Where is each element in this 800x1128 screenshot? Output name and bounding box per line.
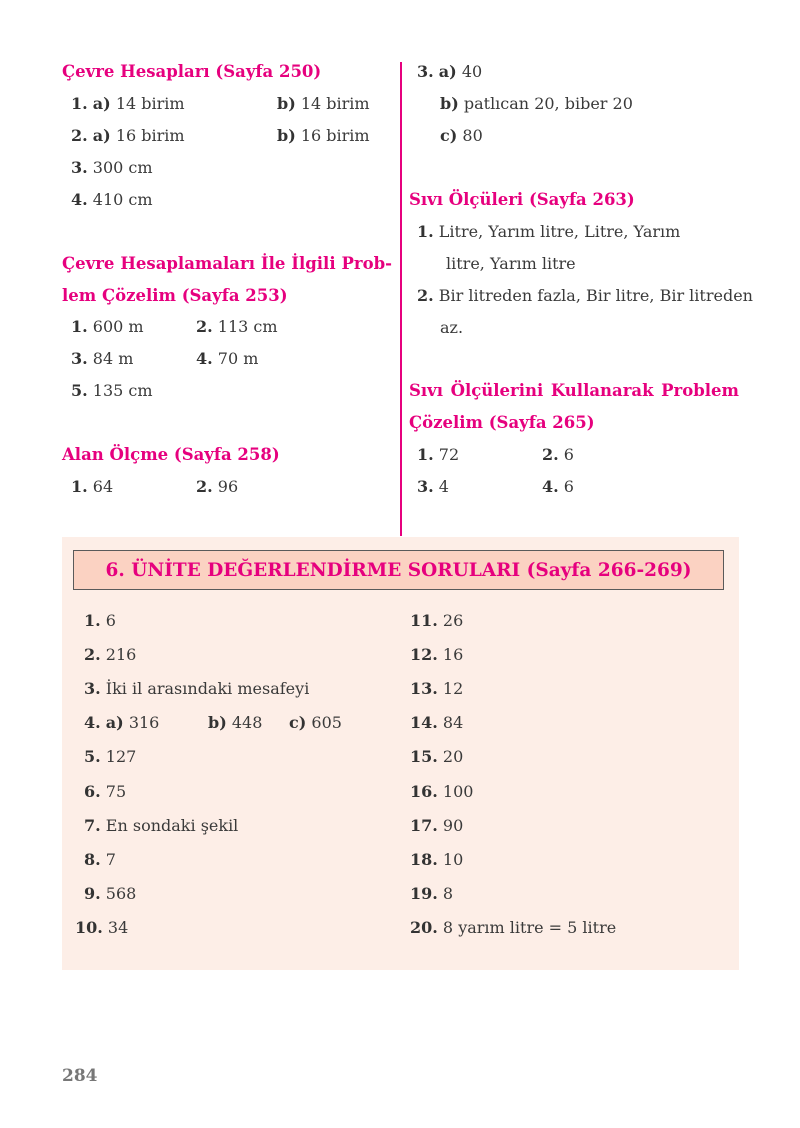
item-number: 2. bbox=[417, 286, 434, 305]
item-value: 10 bbox=[437, 850, 464, 869]
item-value: 605 bbox=[306, 713, 342, 732]
item-value: 16 birim bbox=[110, 126, 185, 145]
item-number: 1. bbox=[71, 317, 88, 336]
item-value: 600 m bbox=[87, 317, 144, 336]
item-value: 410 cm bbox=[87, 190, 153, 209]
answer-item bbox=[84, 884, 136, 903]
item-value: 8 yarım litre = 5 litre bbox=[437, 918, 617, 937]
answer-item bbox=[289, 713, 342, 732]
answer-item bbox=[84, 850, 116, 869]
item-value: 34 bbox=[102, 918, 129, 937]
answer-item bbox=[71, 317, 144, 336]
item-value: 6 bbox=[558, 477, 574, 496]
item-value: 127 bbox=[100, 747, 137, 766]
answer-item bbox=[84, 679, 309, 698]
item-number: 9. bbox=[84, 884, 101, 903]
item-value: 568 bbox=[100, 884, 137, 903]
item-number: 5. bbox=[84, 747, 101, 766]
item-number: 18. bbox=[410, 850, 438, 869]
answer-item bbox=[196, 317, 278, 336]
item-value: 12 bbox=[437, 679, 464, 698]
answer-item bbox=[71, 190, 153, 209]
answer-item bbox=[542, 477, 574, 496]
item-value: 100 bbox=[437, 782, 474, 801]
item-value: 16 birim bbox=[295, 126, 370, 145]
item-number: 6. bbox=[84, 782, 101, 801]
answer-item bbox=[417, 286, 753, 305]
item-number: 16. bbox=[410, 782, 438, 801]
item-value: İki il arasındaki mesafeyi bbox=[100, 679, 310, 698]
item-value: 14 birim bbox=[295, 94, 370, 113]
item-value: Bir litreden fazla, Bir litre, Bir litreden bbox=[433, 286, 753, 305]
item-value: 80 bbox=[457, 126, 483, 145]
item-part-label: a) bbox=[92, 94, 111, 113]
item-part-label: c) bbox=[440, 126, 458, 145]
item-value: 7 bbox=[100, 850, 116, 869]
item-number: 5. bbox=[71, 381, 88, 400]
answer-item bbox=[410, 850, 463, 869]
answer-item bbox=[71, 477, 113, 496]
item-value: 84 bbox=[437, 713, 464, 732]
item-number: 4. bbox=[84, 713, 101, 732]
item-number: 12. bbox=[410, 645, 438, 664]
title-word: Problem bbox=[661, 381, 739, 400]
item-value: patlıcan 20, biber 20 bbox=[458, 94, 633, 113]
item-value: 16 bbox=[437, 645, 464, 664]
answer-item bbox=[71, 94, 185, 113]
item-number: 1. bbox=[71, 94, 88, 113]
item-value: 75 bbox=[100, 782, 127, 801]
item-value: 26 bbox=[437, 611, 464, 630]
answer-item bbox=[410, 782, 473, 801]
item-number: 19. bbox=[410, 884, 438, 903]
section-title-cevre-problem-line2: lem Çözelim (Sayfa 253) bbox=[62, 286, 288, 305]
section-title-sivi-problem-line2: Çözelim (Sayfa 265) bbox=[409, 413, 595, 432]
answer-item bbox=[277, 126, 370, 145]
title-word: Ölçülerini bbox=[450, 381, 544, 400]
section-title-alan-olcme: Alan Ölçme (Sayfa 258) bbox=[62, 445, 280, 464]
title-word: İlgili bbox=[291, 254, 336, 273]
item-number: 4. bbox=[71, 190, 88, 209]
item-number: 1. bbox=[71, 477, 88, 496]
answer-item bbox=[542, 445, 574, 464]
section-title-cevre-problem-line1 bbox=[62, 254, 392, 273]
item-part-label: b) bbox=[277, 126, 296, 145]
answer-item bbox=[71, 349, 133, 368]
item-number: 11. bbox=[410, 611, 438, 630]
answer-item bbox=[417, 477, 449, 496]
item-value: En sondaki şekil bbox=[100, 816, 239, 835]
item-value-continued: az. bbox=[440, 318, 464, 337]
item-number: 2. bbox=[84, 645, 101, 664]
answer-item bbox=[410, 816, 463, 835]
item-value: 64 bbox=[87, 477, 114, 496]
answer-item bbox=[277, 94, 370, 113]
item-part-label: b) bbox=[208, 713, 227, 732]
item-value: 90 bbox=[437, 816, 464, 835]
item-value: 84 m bbox=[87, 349, 134, 368]
answer-item bbox=[417, 222, 680, 241]
item-number: 13. bbox=[410, 679, 438, 698]
item-value: 316 bbox=[123, 713, 160, 732]
answer-item bbox=[196, 477, 238, 496]
title-word: Kullanarak bbox=[550, 381, 654, 400]
answer-item bbox=[410, 611, 463, 630]
item-value: 448 bbox=[226, 713, 263, 732]
unit-evaluation-banner bbox=[73, 550, 724, 590]
item-value: 300 cm bbox=[87, 158, 153, 177]
item-number: 17. bbox=[410, 816, 438, 835]
item-part-label: a) bbox=[92, 126, 111, 145]
item-value: 4 bbox=[433, 477, 449, 496]
item-number: 20. bbox=[410, 918, 438, 937]
page-number: 284 bbox=[62, 1066, 98, 1086]
answer-item bbox=[71, 158, 153, 177]
item-value: 72 bbox=[433, 445, 460, 464]
answer-item bbox=[410, 918, 616, 937]
title-word: Sıvı bbox=[409, 381, 444, 400]
item-number: 2. bbox=[196, 317, 213, 336]
answer-item bbox=[71, 381, 153, 400]
answer-item bbox=[410, 679, 463, 698]
item-number: 1. bbox=[84, 611, 101, 630]
unit-evaluation-panel bbox=[62, 537, 739, 970]
item-number: 1. bbox=[417, 445, 434, 464]
item-number: 3. bbox=[71, 158, 88, 177]
item-value: 8 bbox=[437, 884, 454, 903]
answer-item bbox=[440, 126, 483, 145]
item-part-label: b) bbox=[277, 94, 296, 113]
item-value: 70 m bbox=[212, 349, 259, 368]
item-number: 14. bbox=[410, 713, 438, 732]
item-value: Litre, Yarım litre, Litre, Yarım bbox=[433, 222, 681, 241]
item-number: 8. bbox=[84, 850, 101, 869]
item-value-continued: litre, Yarım litre bbox=[446, 254, 576, 273]
section-title-sivi-olculeri: Sıvı Ölçüleri (Sayfa 263) bbox=[409, 190, 635, 209]
item-number: 3. bbox=[417, 62, 434, 81]
item-number: 3. bbox=[71, 349, 88, 368]
answer-item bbox=[84, 816, 238, 835]
answer-item bbox=[84, 713, 159, 732]
answer-item bbox=[410, 713, 463, 732]
item-part-label: c) bbox=[289, 713, 307, 732]
answer-item bbox=[440, 94, 633, 113]
item-value: 135 cm bbox=[87, 381, 153, 400]
column-divider bbox=[400, 62, 402, 536]
item-number: 2. bbox=[542, 445, 559, 464]
section-title-cevre-hesaplari: Çevre Hesapları (Sayfa 250) bbox=[62, 62, 322, 81]
item-number: 10. bbox=[75, 918, 103, 937]
item-value: 20 bbox=[437, 747, 464, 766]
section-title-sivi-problem-line1 bbox=[409, 381, 739, 400]
item-number: 7. bbox=[84, 816, 101, 835]
item-value: 216 bbox=[100, 645, 137, 664]
title-word: İle bbox=[260, 254, 286, 273]
item-value: 96 bbox=[212, 477, 239, 496]
item-value: 6 bbox=[558, 445, 574, 464]
item-value: 113 cm bbox=[212, 317, 278, 336]
answer-item bbox=[410, 884, 453, 903]
item-number: 15. bbox=[410, 747, 438, 766]
answer-item bbox=[84, 611, 116, 630]
item-part-label: b) bbox=[440, 94, 459, 113]
answer-item bbox=[196, 349, 258, 368]
item-part-label: a) bbox=[438, 62, 457, 81]
item-number: 3. bbox=[84, 679, 101, 698]
title-word: Prob- bbox=[341, 254, 392, 273]
item-number: 3. bbox=[417, 477, 434, 496]
item-number: 2. bbox=[71, 126, 88, 145]
unit-evaluation-title: 6. ÜNİTE DEĞERLENDİRME SORULARI (Sayfa 266-269) bbox=[105, 559, 692, 581]
answer-item bbox=[84, 645, 136, 664]
item-value: 14 birim bbox=[110, 94, 185, 113]
item-number: 1. bbox=[417, 222, 434, 241]
answer-item bbox=[75, 918, 128, 937]
item-number: 4. bbox=[542, 477, 559, 496]
title-word: Hesaplamaları bbox=[120, 254, 255, 273]
answer-item bbox=[84, 782, 126, 801]
answer-item bbox=[208, 713, 262, 732]
item-number: 4. bbox=[196, 349, 213, 368]
answer-item bbox=[410, 747, 463, 766]
answer-item bbox=[417, 62, 482, 81]
answer-item bbox=[410, 645, 463, 664]
title-word: Çevre bbox=[62, 254, 115, 273]
answer-item bbox=[71, 126, 185, 145]
answer-item bbox=[417, 445, 459, 464]
answer-item bbox=[84, 747, 136, 766]
item-number: 2. bbox=[196, 477, 213, 496]
item-part-label: a) bbox=[105, 713, 124, 732]
item-value: 6 bbox=[100, 611, 116, 630]
item-value: 40 bbox=[456, 62, 483, 81]
